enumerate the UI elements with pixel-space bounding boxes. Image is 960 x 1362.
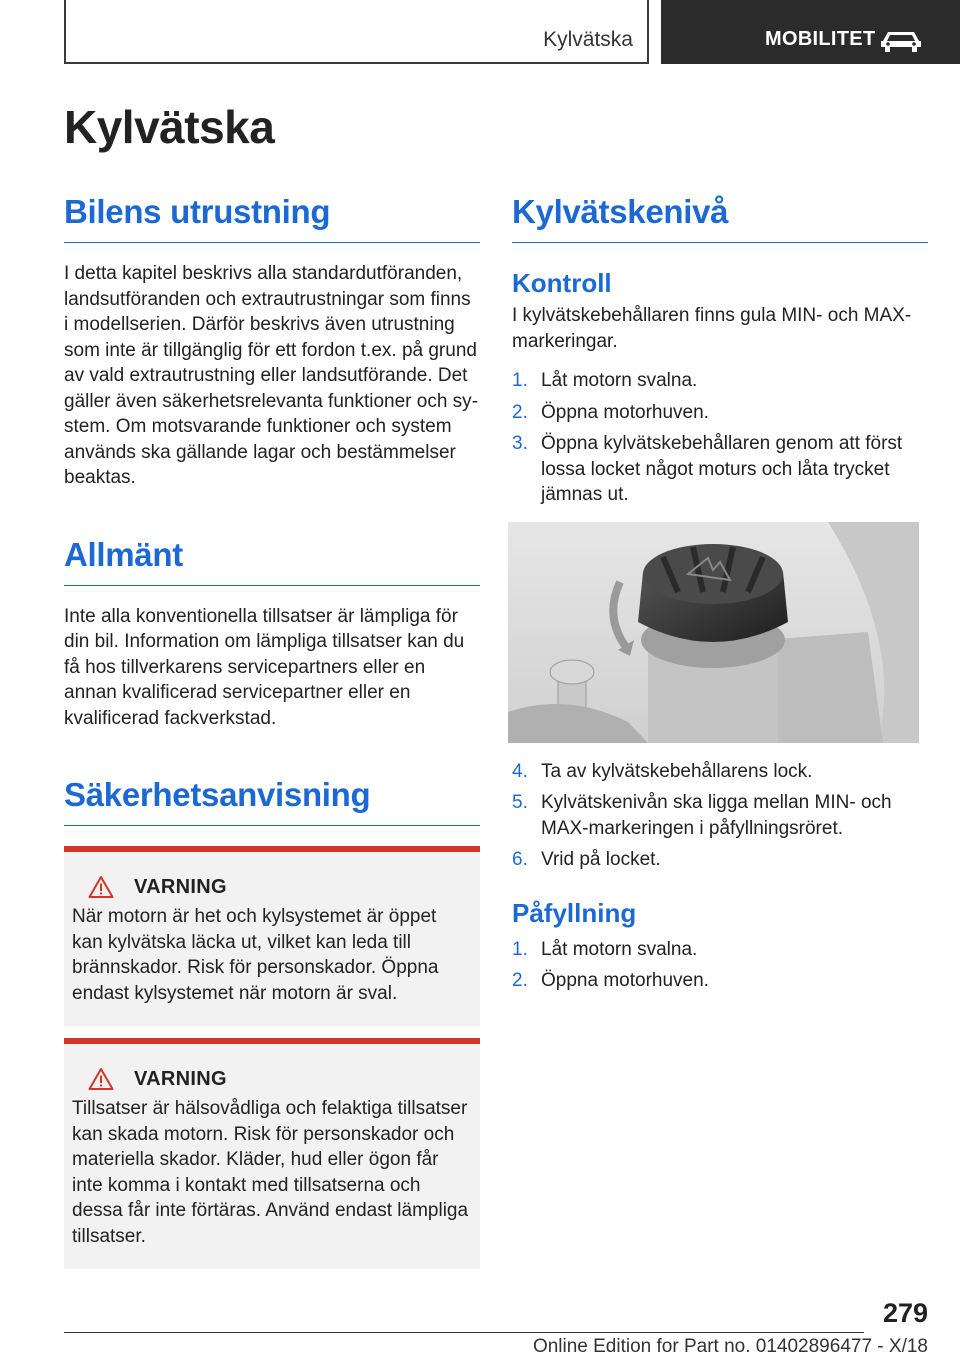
warning-triangle-icon bbox=[88, 875, 114, 899]
list-item bbox=[512, 368, 928, 394]
step-text: Öppna kylvätskebehållaren genom att först lossa locket något moturs och låta trycket jämnas ut. bbox=[541, 433, 903, 505]
header-chapter-tab bbox=[661, 0, 960, 64]
header-section-label: Kylvätska bbox=[543, 28, 633, 51]
warning-text: När motorn är het och kylsystemet är öppet kan kylvätska läcka ut, vilket kan leda till brännskador. Risk för personskador. Öppna endast kylsystemet när motorn är sval. bbox=[72, 906, 439, 1004]
step-text: Ta av kylvätskebehållarens lock. bbox=[541, 760, 813, 782]
step-text: Öppna motorhuven. bbox=[541, 401, 709, 423]
list-item bbox=[512, 847, 928, 873]
general-text: Inte alla konventionella tillsatser är lämpliga för din bil. Information om lämpliga tillsatser kan du få hos tillverkarens servicepartners eller en annan kvalificerad servicepartner eller en kvalificerad fackverkstad. bbox=[64, 605, 465, 729]
warning-header bbox=[72, 874, 472, 900]
list-item bbox=[512, 790, 928, 841]
general-section bbox=[64, 533, 480, 732]
list-item bbox=[512, 431, 928, 508]
fill-section bbox=[512, 897, 928, 994]
step-text: Låt motorn svalna. bbox=[541, 370, 698, 391]
list-item bbox=[512, 937, 928, 963]
footer-divider bbox=[64, 1332, 864, 1333]
equipment-text: I detta kapitel beskrivs alla standardutföranden, landsutföranden och extrautrustningar som finns i modellserien. Därför beskrivs även utrustning som inte är tillgänglig för ett fordon t.ex. på grund av vald extrautrustning eller landsutförande. Det gäller även säkerhetsrelevanta funktioner och system. Om motsvarande funktioner och system används ska gällande lagar och bestämmelser beaktas. bbox=[64, 263, 479, 488]
check-section bbox=[512, 267, 928, 873]
fill-steps bbox=[512, 937, 928, 994]
left-column bbox=[64, 190, 480, 1269]
warning-box-hot-coolant bbox=[64, 846, 480, 1026]
step-number: 2. bbox=[512, 970, 528, 991]
header-chapter-label: MOBILITET bbox=[765, 28, 876, 50]
footer-edition-text: Online Edition for Part no. 01402896477 - X/18 bbox=[532, 1336, 928, 1357]
equipment-section bbox=[64, 190, 480, 491]
coolant-cap-illustration bbox=[508, 522, 919, 743]
step-text: Vrid på locket. bbox=[541, 849, 661, 870]
warning-triangle-icon bbox=[88, 1067, 114, 1091]
check-intro: I kylvätskebehållaren finns gula MIN- och MAX-markeringar. bbox=[512, 305, 912, 352]
step-text: Kylvätskenivån ska ligga mellan MIN- och MAX-markeringen i påfyllningsröret. bbox=[541, 792, 892, 839]
list-item bbox=[512, 400, 928, 426]
fill-heading: Påfyllning bbox=[512, 897, 637, 928]
right-column bbox=[512, 190, 928, 1000]
step-number: 1. bbox=[512, 370, 528, 391]
safety-section bbox=[64, 773, 480, 1269]
equipment-heading: Bilens utrustning bbox=[64, 190, 480, 243]
safety-heading: Säkerhetsanvisning bbox=[64, 773, 480, 826]
step-number: 6. bbox=[512, 849, 528, 870]
coolant-level-heading: Kylvätskenivå bbox=[512, 190, 928, 243]
list-item bbox=[512, 968, 928, 994]
page-title: Kylvätska bbox=[64, 101, 275, 153]
header-section-box bbox=[64, 0, 649, 64]
check-steps-b bbox=[512, 759, 928, 873]
step-number: 2. bbox=[512, 401, 528, 423]
warning-box-additives bbox=[64, 1038, 480, 1269]
warning-title: VARNING bbox=[134, 1067, 227, 1090]
step-text: Låt motorn svalna. bbox=[541, 938, 698, 960]
list-item bbox=[512, 759, 928, 785]
general-heading: Allmänt bbox=[64, 533, 480, 586]
check-heading: Kontroll bbox=[512, 268, 612, 298]
warning-title: VARNING bbox=[134, 875, 227, 898]
step-number: 3. bbox=[512, 433, 528, 454]
step-text: Öppna motorhuven. bbox=[541, 970, 709, 991]
car-icon bbox=[879, 26, 923, 56]
page-number: 279 bbox=[882, 1298, 928, 1328]
step-number: 1. bbox=[512, 938, 528, 960]
step-number: 5. bbox=[512, 792, 528, 813]
coolant-cap-drawing bbox=[508, 522, 919, 743]
check-steps-a bbox=[512, 368, 928, 508]
warning-text: Tillsatser är hälsovådliga och felaktiga tillsatser kan skada motorn. Risk för personskador och materiella skador. Kläder, hud eller ögon får inte komma i kontakt med tillsatserna och dessa får inte förtäras. Använd endast lämpliga tillsatser. bbox=[72, 1098, 469, 1247]
warning-header bbox=[72, 1066, 472, 1092]
step-number: 4. bbox=[512, 760, 528, 782]
